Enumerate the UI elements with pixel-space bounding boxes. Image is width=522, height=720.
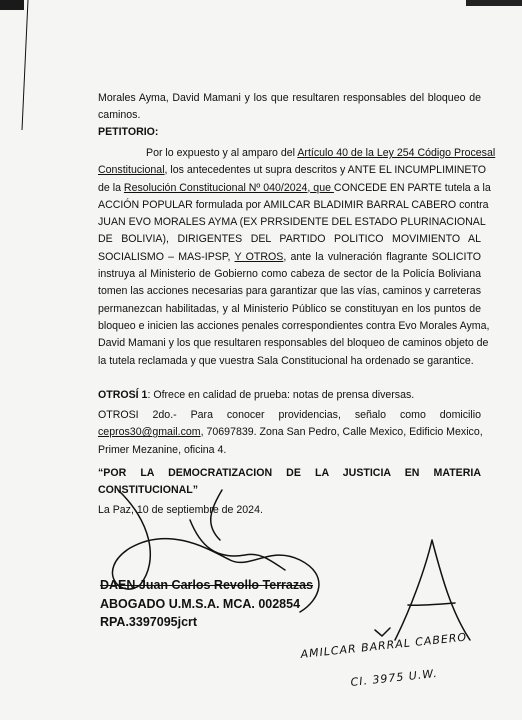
- lawyer-registration: RPA.3397095jcrt: [100, 615, 198, 629]
- body-line-4: ACCIÓN POPULAR formulada por AMILCAR BLADIMIR BARRAL CABERO contra: [98, 198, 489, 211]
- body-line-2: Constitucional, los antecedentes ut supra descritos y ANTE EL INCUMPLIMINETO: [98, 164, 487, 177]
- lawyer-title: ABOGADO U.M.S.A. MCA. 002854: [100, 597, 301, 611]
- otrosi-2-line-3: Primer Mezanine, oficina 4.: [98, 443, 227, 456]
- intro-line-2: caminos.: [98, 109, 141, 122]
- date-line: La Paz, 10 de septiembre de 2024.: [98, 504, 263, 516]
- body-line-1: Por lo expuesto y al amparo del Artículo 40 de la Ley 254 Código Procesal: [146, 147, 496, 159]
- lawyer-name: DAEN Juan Carlos Revollo Terrazas: [100, 578, 314, 592]
- body-line-7: SOCIALISMO – MAS-IPSP, Y OTROS, ante la vulneración flagrante SOLICITO: [98, 250, 481, 263]
- body-line-9: tomen las acciones necesarias para garantizar que las vías, caminos y carreteras: [98, 285, 481, 298]
- article-reference: Artículo 40 de la Ley 254 Código Procesal: [297, 147, 496, 159]
- petitorio-heading: PETITORIO:: [98, 126, 159, 138]
- contact-email: cepros30@gmail.com: [98, 426, 201, 439]
- intro-line-1: Morales Ayma, David Mamani y los que resultaren responsables del bloqueo de: [98, 92, 481, 104]
- body-line-6: DE BOLIVIA), DIRIGENTES DEL PARTIDO POLITICO MOVIMIENTO AL: [98, 233, 481, 246]
- body-line-10: permanezcan habilitadas, y al Ministerio Público se constituyan en los puntos de: [98, 302, 481, 315]
- handwritten-client-name: AMILCAR BARRAL CABERO: [300, 630, 468, 661]
- body-line-5: JUAN EVO MORALES AYMA (EX PRRSIDENTE DEL ESTADO PLURINACIONAL: [98, 216, 486, 229]
- lawyer-signature: [112, 490, 318, 612]
- body-line-11: bloqueo e inicien las acciones penales correspondientes contra Evo Morales Ayma,: [98, 319, 490, 332]
- body-line-3: de la Resolución Constitucional Nº 040/2024, que CONCEDE EN PARTE tutela a la: [98, 181, 491, 194]
- handwritten-client-id: CI. 3975 U.W.: [350, 666, 439, 689]
- motto: “POR LA DEMOCRATIZACION DE LA JUSTICIA EN MATERIA CONSTITUCIONAL”: [98, 467, 481, 497]
- otrosi-2-line-2: cepros30@gmail.com, 70697839. Zona San Pedro, Calle Mexico, Edificio Mexico,: [98, 426, 483, 439]
- body-line-13: la tutela reclamada y que vuestra Sala Constitucional ha ordenado se garantice.: [98, 354, 474, 367]
- resolution-reference: Resolución Constitucional Nº 040/2024,: [123, 181, 311, 194]
- body-line-8: instruya al Ministerio de Gobierno como cabeza de sector de la Policía Boliviana: [98, 268, 481, 281]
- body-line-12: David Mamani y los que resultaren responsables del bloqueo de caminos objeto de: [98, 337, 489, 350]
- otrosi-1: OTROSÍ 1: Ofrece en calidad de prueba: notas de prensa diversas.: [98, 389, 415, 401]
- client-signature: [395, 540, 470, 640]
- otrosi-2-line-1: OTROSI 2do.- Para conocer providencias, señalo como domicilio: [98, 409, 481, 421]
